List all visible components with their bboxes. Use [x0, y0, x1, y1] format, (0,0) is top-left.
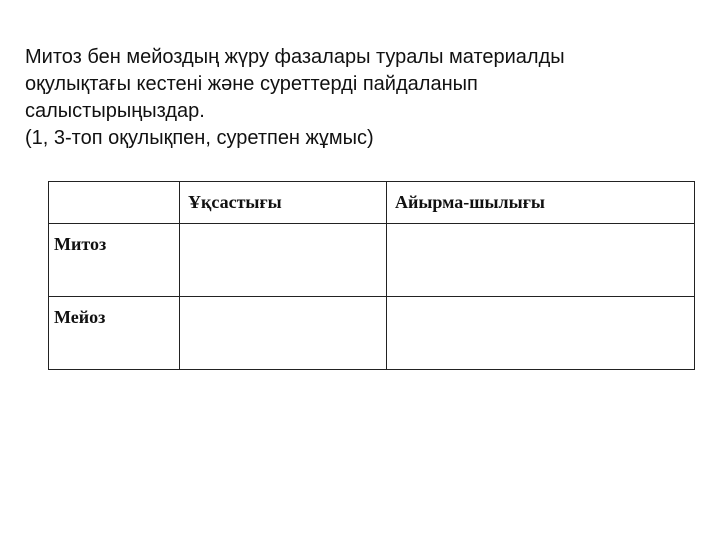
row-label-mitosis: Митоз: [49, 224, 180, 297]
cell-mitosis-difference[interactable]: [387, 224, 695, 297]
header-cell-empty: [49, 182, 180, 224]
table-header-row: [49, 182, 695, 224]
header-cell-difference: Айырма-шылығы: [387, 182, 695, 224]
row-label-meiosis: Мейоз: [49, 297, 180, 370]
instruction-line-1: Митоз бен мейоздың жүру фазалары туралы материалды: [25, 46, 565, 68]
comparison-table: [48, 181, 695, 370]
instruction-line-2: оқулықтағы кестені және суреттерді пайдаланып: [25, 73, 478, 95]
cell-mitosis-similarity[interactable]: [180, 224, 387, 297]
table-row-meiosis: [49, 297, 695, 370]
table-row-mitosis: [49, 224, 695, 297]
cell-meiosis-similarity[interactable]: [180, 297, 387, 370]
instruction-line-4: (1, 3-топ оқулықпен, суретпен жұмыс): [25, 127, 374, 149]
header-cell-similarity: Ұқсастығы: [180, 182, 387, 224]
cell-meiosis-difference[interactable]: [387, 297, 695, 370]
instruction-line-3: салыстырыңыздар.: [25, 100, 205, 122]
task-instructions: [25, 44, 705, 152]
